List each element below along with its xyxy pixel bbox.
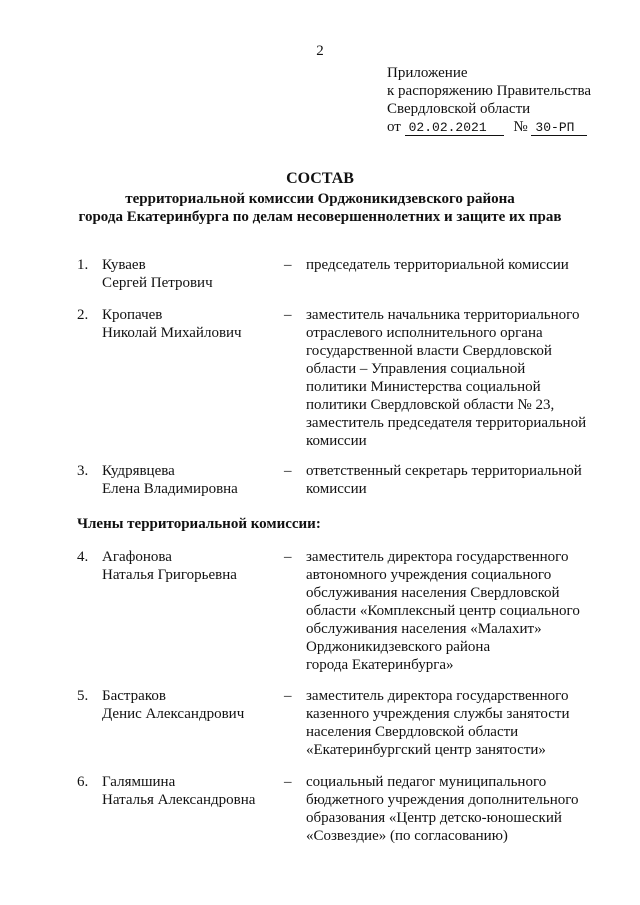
entry-number: 5. xyxy=(77,688,89,704)
entry-dash: – xyxy=(284,307,292,323)
role-line: обслуживания населения «Малахит» xyxy=(306,621,542,637)
entry-number: 1. xyxy=(77,257,89,273)
role-line: председатель территориальной комиссии xyxy=(306,257,569,273)
member-given-names: Денис Александрович xyxy=(102,706,245,722)
role-line: области – Управления социальной xyxy=(306,361,526,377)
page-number: 2 xyxy=(316,43,324,59)
number-prefix: № xyxy=(513,119,528,135)
role-line: бюджетного учреждения дополнительного xyxy=(306,792,579,808)
entry-dash: – xyxy=(284,774,292,790)
date-prefix: от xyxy=(387,119,401,135)
role-line: государственной власти Свердловской xyxy=(306,343,552,359)
member-given-names: Наталья Александровна xyxy=(102,792,256,808)
role-line: области «Комплексный центр социального xyxy=(306,603,580,619)
entry-number: 2. xyxy=(77,307,89,323)
role-line: «Созвездие» (по согласованию) xyxy=(306,828,508,844)
role-line: заместитель директора государственного xyxy=(306,549,569,565)
role-line: политики Свердловской области № 23, xyxy=(306,397,555,413)
member-role xyxy=(306,306,606,450)
member-surname: Агафонова xyxy=(102,549,172,565)
member-surname: Бастраков xyxy=(102,688,166,704)
entry-number: 4. xyxy=(77,549,89,565)
member-given-names: Николай Михайлович xyxy=(102,325,242,341)
member-surname: Галямшина xyxy=(102,774,176,790)
annex-block xyxy=(387,64,637,136)
member-surname: Кропачев xyxy=(102,307,163,323)
member-role xyxy=(306,548,606,674)
member-name xyxy=(102,306,282,342)
member-role xyxy=(306,773,606,845)
role-line: «Екатеринбургский центр занятости» xyxy=(306,742,546,758)
member-name xyxy=(102,687,282,723)
member-given-names: Наталья Григорьевна xyxy=(102,567,237,583)
entry-dash: – xyxy=(284,549,292,565)
role-line: образования «Центр детско-юношеский xyxy=(306,810,562,826)
role-line: казенного учреждения службы занятости xyxy=(306,706,570,722)
member-surname: Куваев xyxy=(102,257,146,273)
member-role xyxy=(306,687,606,759)
entry-number: 6. xyxy=(77,774,89,790)
role-line: заместитель директора государственного xyxy=(306,688,569,704)
member-name xyxy=(102,773,282,809)
role-line: социальный педагог муниципального xyxy=(306,774,547,790)
number-value: 30-РП xyxy=(531,120,587,136)
role-line: автономного учреждения социального xyxy=(306,567,552,583)
member-name xyxy=(102,548,282,584)
member-role xyxy=(306,256,606,274)
title-main: СОСТАВ xyxy=(286,170,354,187)
member-name xyxy=(102,462,282,498)
role-line: отраслевого исполнительного органа xyxy=(306,325,543,341)
entry-dash: – xyxy=(284,688,292,704)
member-given-names: Елена Владимировна xyxy=(102,481,238,497)
annex-line-2: к распоряжению Правительства xyxy=(387,83,592,99)
entry-dash: – xyxy=(284,257,292,273)
members-heading: Члены территориальной комиссии: xyxy=(77,516,321,532)
annex-date-line xyxy=(387,118,637,136)
role-line: Орджоникидзевского района xyxy=(306,639,491,655)
date-value: 02.02.2021 xyxy=(405,120,504,136)
role-line: ответственный секретарь территориальной xyxy=(306,463,582,479)
annex-line-1: Приложение xyxy=(387,65,468,81)
role-line: комиссии xyxy=(306,433,367,449)
member-name xyxy=(102,256,282,292)
entry-dash: – xyxy=(284,463,292,479)
role-line: политики Министерства социальной xyxy=(306,379,541,395)
entry-number: 3. xyxy=(77,463,89,479)
document-title xyxy=(0,170,640,226)
member-surname: Кудрявцева xyxy=(102,463,175,479)
member-given-names: Сергей Петрович xyxy=(102,275,213,291)
role-line: города Екатеринбурга» xyxy=(306,657,454,673)
role-line: заместитель председателя территориальной xyxy=(306,415,587,431)
role-line: обслуживания населения Свердловской xyxy=(306,585,560,601)
title-line-2: города Екатеринбурга по делам несовершеннолетних и защите их прав xyxy=(78,209,562,225)
role-line: населения Свердловской области xyxy=(306,724,519,740)
member-role xyxy=(306,462,606,498)
role-line: заместитель начальника территориального xyxy=(306,307,580,323)
title-line-1: территориальной комиссии Орджоникидзевского района xyxy=(125,191,515,207)
role-line: комиссии xyxy=(306,481,367,497)
annex-line-3: Свердловской области xyxy=(387,101,531,117)
